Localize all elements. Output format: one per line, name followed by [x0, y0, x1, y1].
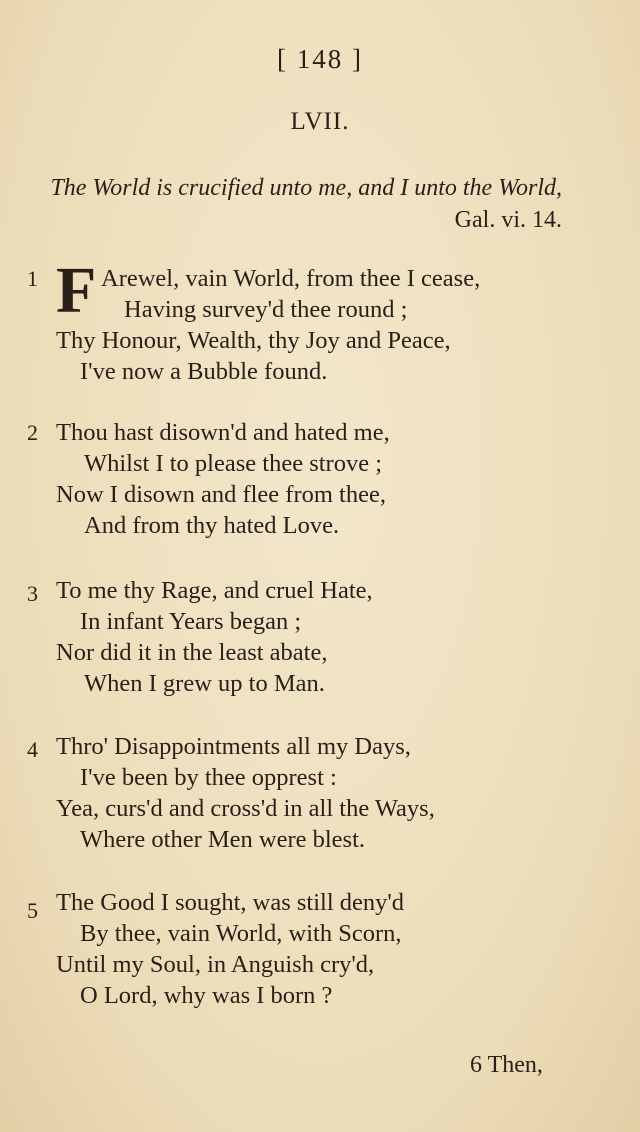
stanza-number: 3 — [27, 581, 38, 606]
verse-line: And from thy hated Love. — [84, 512, 340, 539]
verse-line: I've been by thee opprest : — [80, 764, 337, 791]
verse-line: I've now a Bubble found. — [80, 358, 328, 385]
epigraph — [30, 172, 562, 236]
stanza-number: 1 — [27, 266, 38, 291]
verse-line: In infant Years began ; — [80, 608, 302, 635]
verse-line: Where other Men were blest. — [80, 826, 366, 853]
verse-line: Now I disown and flee from thee, — [56, 481, 386, 508]
verse-line: O Lord, why was I born ? — [80, 982, 333, 1009]
hymn-number: LVII. — [290, 108, 350, 135]
catchword: 6 Then, — [470, 1052, 543, 1078]
verse-line: Thou hast disown'd and hated me, — [56, 419, 390, 446]
epigraph-text: The World is crucified unto me, and I unto the World, — [50, 175, 562, 201]
verse-line: Arewel, vain World, from thee I cease, — [101, 265, 481, 292]
verse-line: Whilst I to please thee strove ; — [84, 450, 382, 477]
verse-line: Yea, curs'd and cross'd in all the Ways, — [56, 795, 435, 822]
verse-line: By thee, vain World, with Scorn, — [80, 920, 402, 947]
verse-line: Thy Honour, Wealth, thy Joy and Peace, — [56, 327, 451, 354]
verse-line: Having survey'd thee round ; — [124, 296, 408, 323]
stanza-number: 4 — [27, 737, 38, 762]
verse-line: To me thy Rage, and cruel Hate, — [56, 577, 373, 604]
verse-line: When I grew up to Man. — [84, 670, 325, 697]
verse-line: Until my Soul, in Anguish cry'd, — [56, 951, 375, 978]
epigraph-reference: Gal. vi. 14. — [454, 207, 562, 233]
verse-line: The Good I sought, was still deny'd — [56, 889, 405, 916]
stanza-number: 5 — [27, 898, 38, 923]
page-number: [ 148 ] — [277, 44, 363, 74]
verse-line: Thro' Disappointments all my Days, — [56, 733, 411, 760]
stanza-number: 2 — [27, 420, 38, 445]
verse-line: Nor did it in the least abate, — [56, 639, 328, 666]
drop-cap: F — [56, 254, 97, 327]
